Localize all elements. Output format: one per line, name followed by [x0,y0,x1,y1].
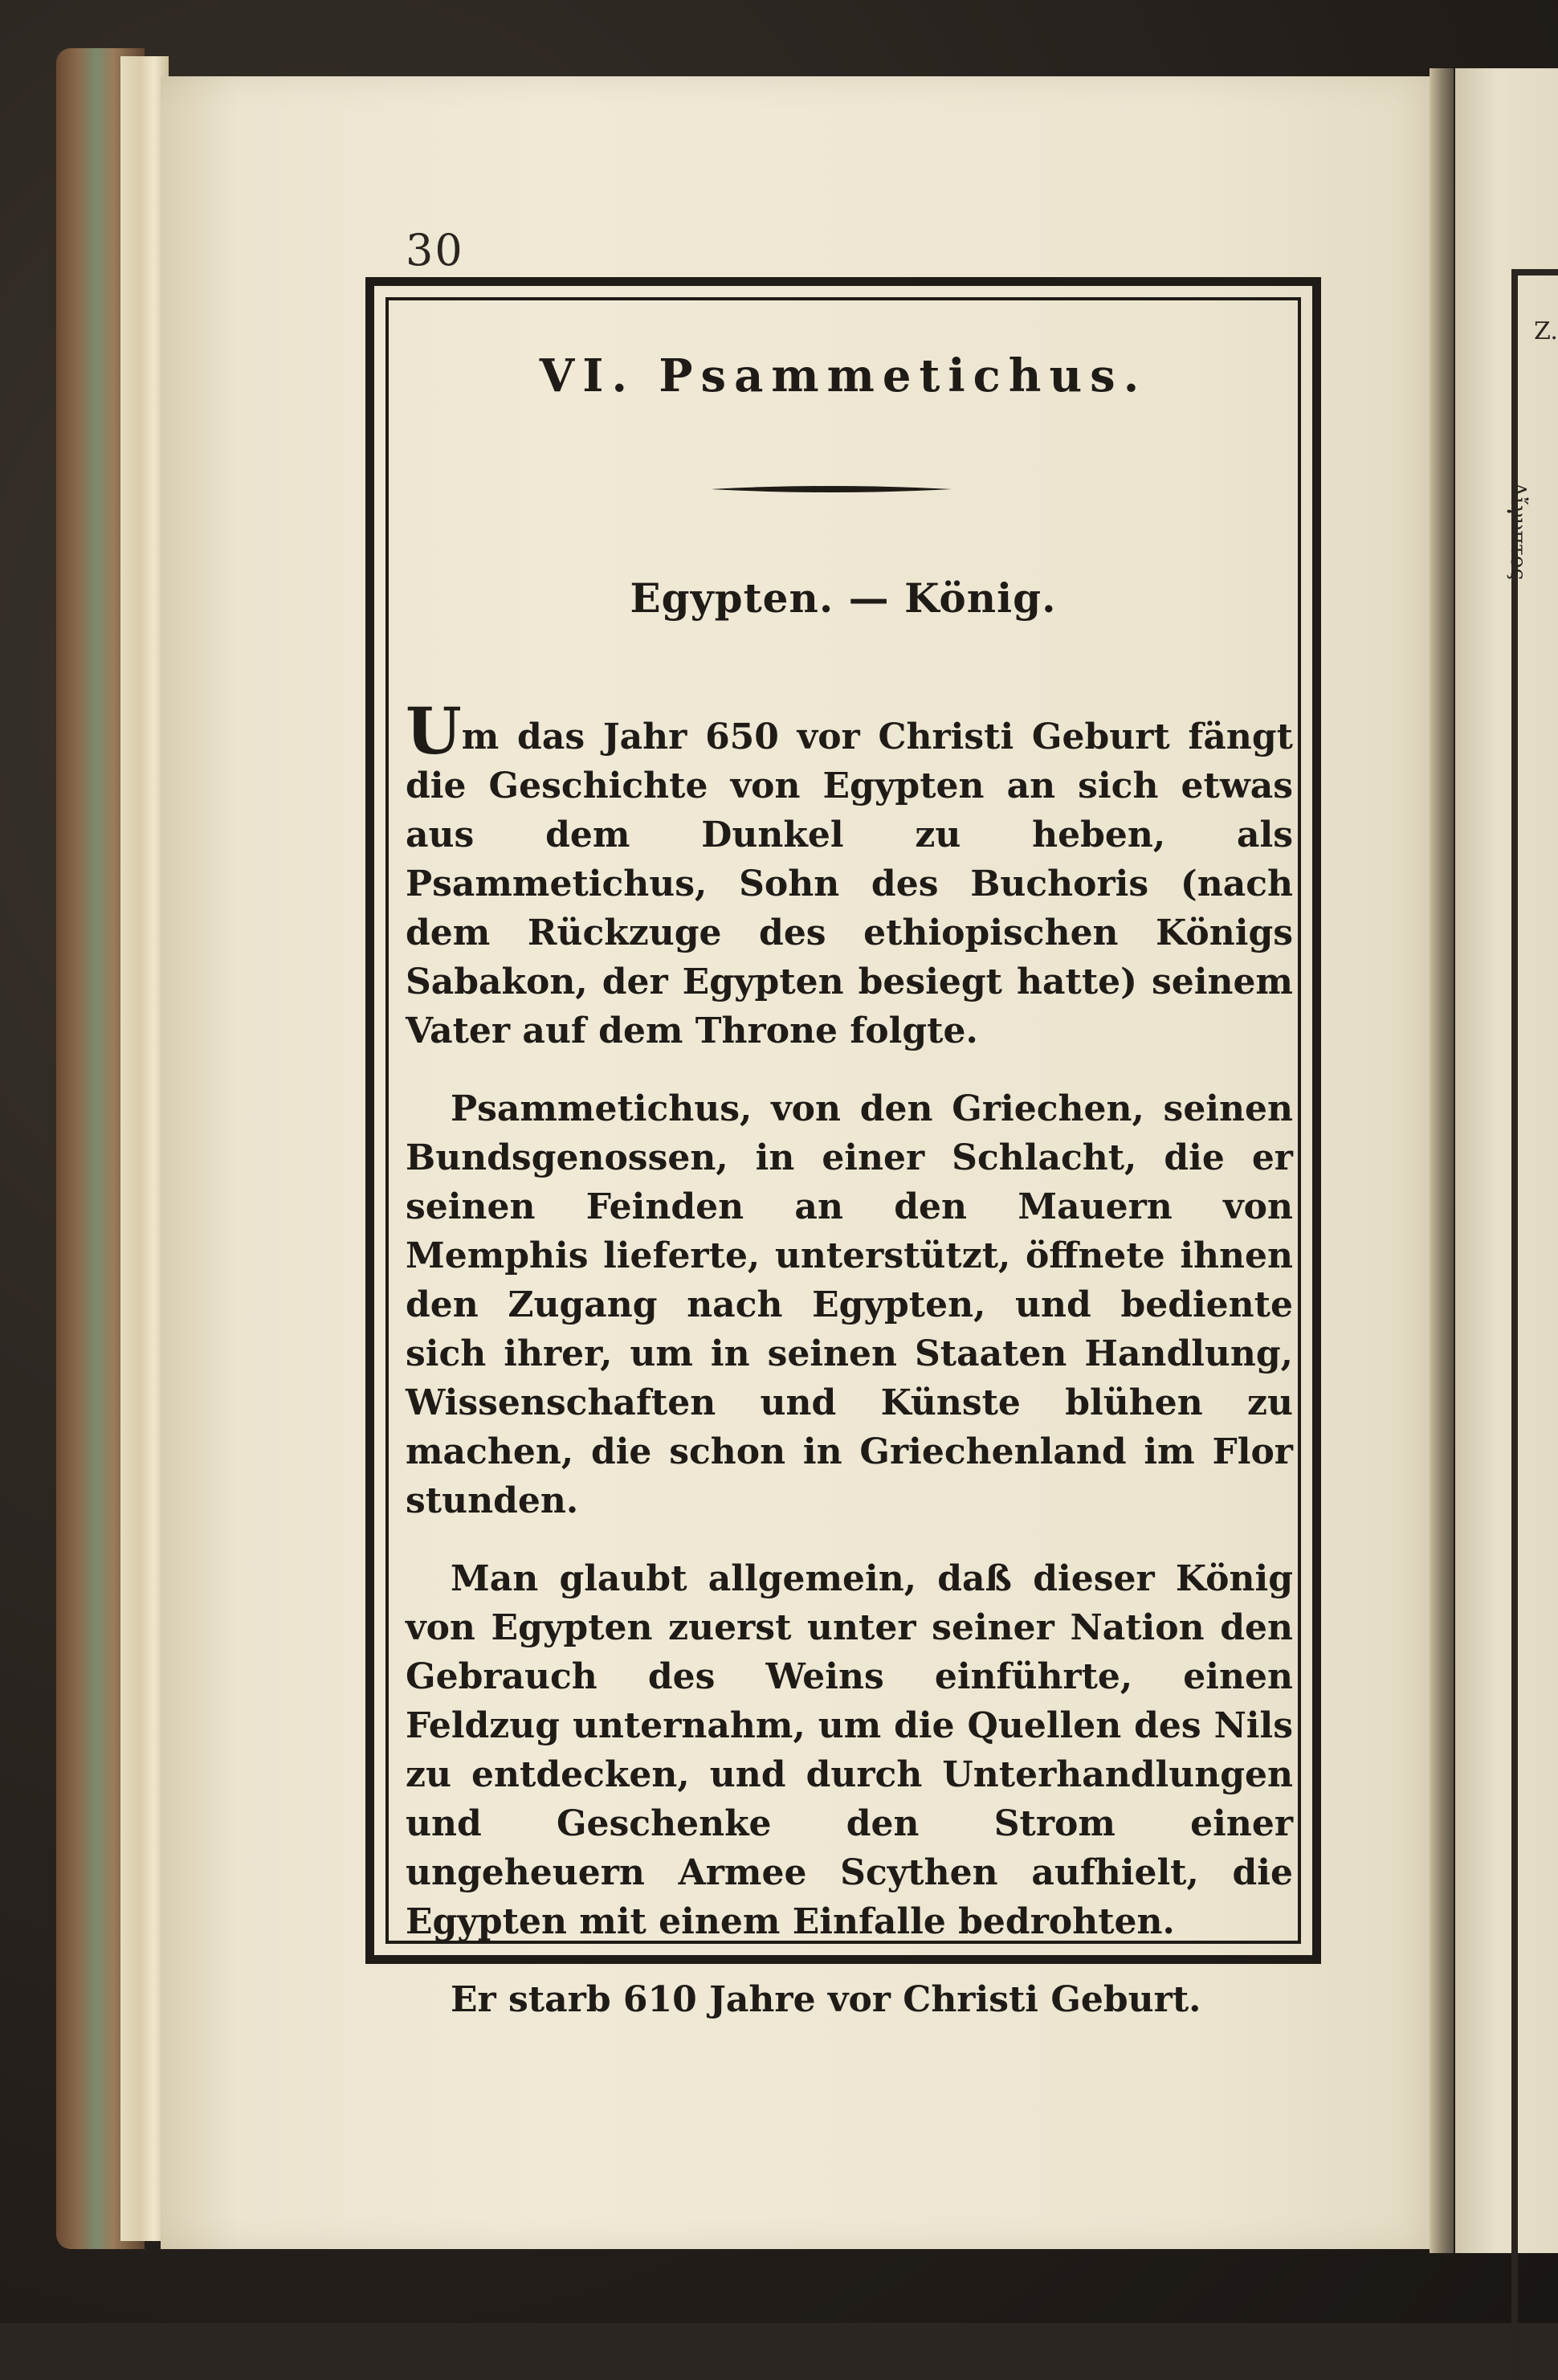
paragraph-4: Er starb 610 Jahre vor Christi Geburt. [451,1979,1201,2020]
facing-page-fragment: Z. [1534,317,1558,345]
paragraph-3: Man glaubt allgemein, daß dieser König von Egypten zuerst unter seiner Nation den Gebrauch des Weins einführte, einen Feldzug unternahm, um die Quellen des Nils zu entdecken, und durch Unterhandlungen und Geschenke den Strom einer ungeheuern Armee Scythen aufhielt, die Egypten mit einem Einfalle bedrohten. [406,1558,1293,1942]
initial-letter: U [406,693,462,769]
paragraph-1-text: m das Jahr 650 vor Christi Geburt fängt die Geschichte von Egypten an sich etwas aus dem Dunkel zu heben, als Psammetichus, Sohn des Buchoris (nach dem Rückzuge des ethiopischen Königs Sabakon, der Egypten besiegt hatte) seinem Vater auf dem Throne folgte. [406,716,1293,1051]
ornamental-rule [711,483,952,496]
page-number: 30 [406,225,464,276]
facing-page-frame [1511,269,1558,2380]
facing-page-side-fragment: Αἴγυπτος [1506,482,1530,581]
book-gutter [1430,68,1454,2253]
body-text [406,693,1293,2053]
chapter-title: VI. Psammetichus. [539,349,1148,402]
paragraph-1 [406,693,1293,1055]
chapter-subtitle: Egypten. — König. [630,574,1057,622]
paragraph-2: Psammetichus, von den Griechen, seinen Bundsgenossen, in einer Schlacht, die er seinen Feinden an den Mauern von Memphis lieferte, unterstützt, öffnete ihnen den Zugang nach Egypten, und bediente sich ihrer, um in seinen Staaten Handlung, Wissenschaften und Künste blühen zu machen, die schon in Griechenland im Flor stunden. [406,1088,1293,1521]
